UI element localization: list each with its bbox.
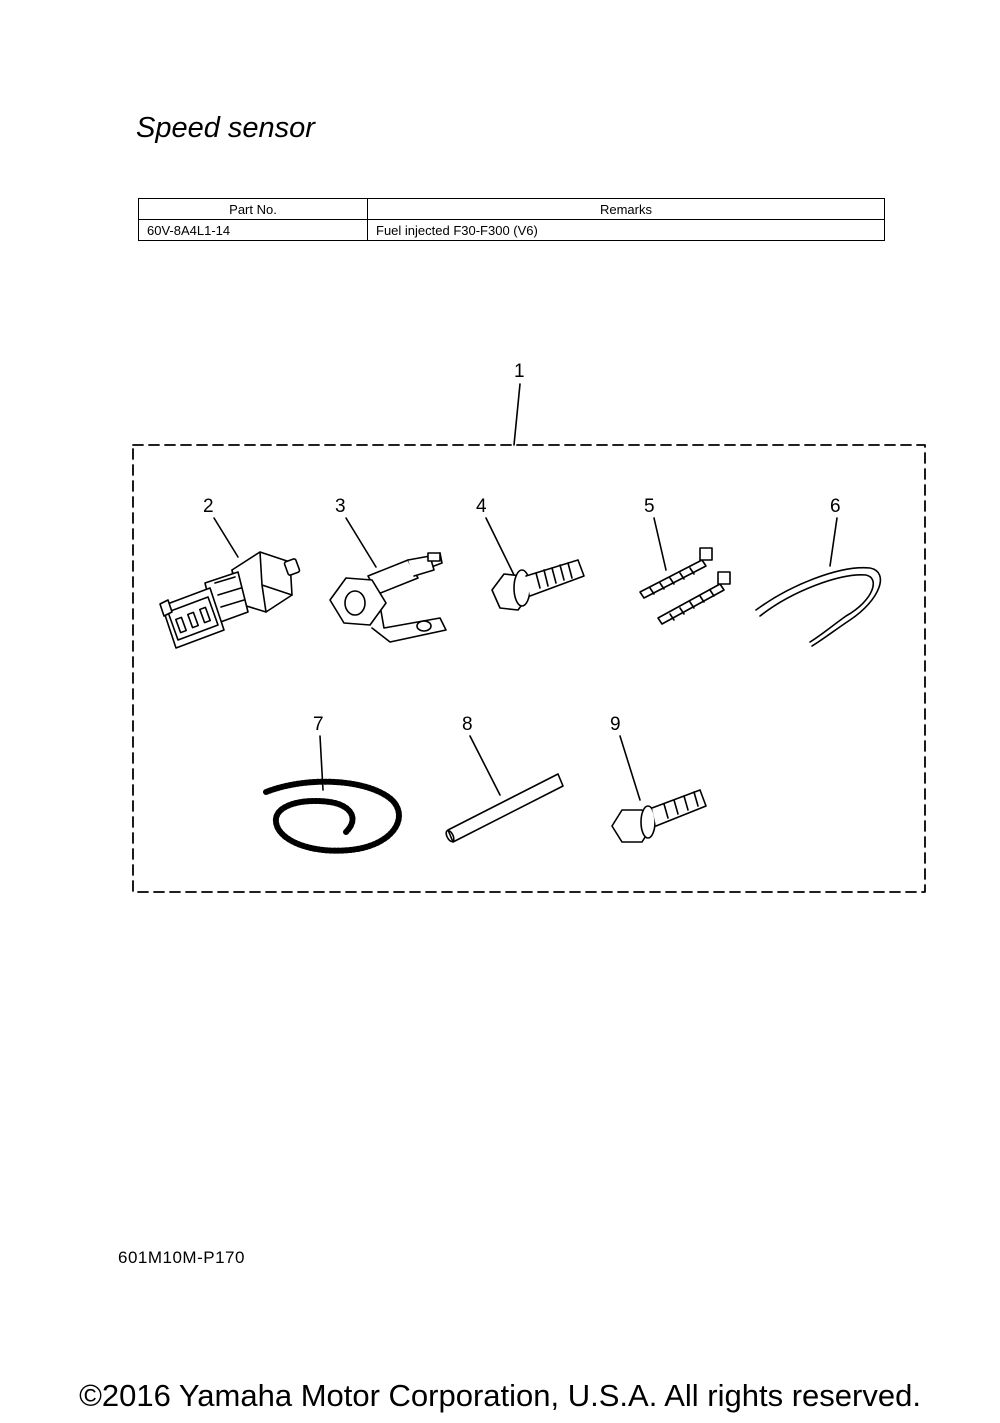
drawing-code: 601M10M-P170 [118, 1248, 245, 1267]
leader-line-4 [486, 518, 514, 575]
callout-7: 7 [313, 714, 324, 735]
leader-line-9 [620, 736, 640, 800]
callout-4: 4 [476, 496, 487, 517]
callout-1: 1 [514, 361, 525, 382]
kit-group-box [133, 445, 925, 892]
callout-9: 9 [610, 714, 621, 735]
cell-part-no: 60V-8A4L1-14 [139, 220, 368, 241]
callout-6: 6 [830, 496, 841, 517]
cable-ties-drawing [640, 548, 730, 624]
callout-8: 8 [462, 714, 473, 735]
leader-line-8 [470, 736, 500, 795]
leader-line-1 [514, 384, 520, 445]
cell-remarks: Fuel injected F30-F300 (V6) [368, 220, 885, 241]
hose-drawing [756, 568, 880, 646]
tube-drawing [445, 774, 563, 843]
leader-line-2 [214, 518, 238, 557]
leader-line-5 [654, 518, 666, 570]
sensor-holder-drawing [330, 553, 446, 642]
bolt-drawing [492, 560, 584, 610]
copyright-notice: ©2016 Yamaha Motor Corporation, U.S.A. All rights reserved. [79, 1378, 921, 1413]
column-header-part-no: Part No. [139, 199, 368, 220]
page-title: Speed sensor [136, 112, 315, 144]
leader-line-6 [830, 518, 837, 566]
speed-sensor-drawing [160, 552, 300, 648]
callout-3: 3 [335, 496, 346, 517]
coil-protector-drawing [266, 782, 399, 851]
callout-5: 5 [644, 496, 655, 517]
bolt-short-drawing [612, 790, 706, 842]
callout-2: 2 [203, 496, 214, 517]
leader-line-3 [346, 518, 376, 567]
column-header-remarks: Remarks [368, 199, 885, 220]
